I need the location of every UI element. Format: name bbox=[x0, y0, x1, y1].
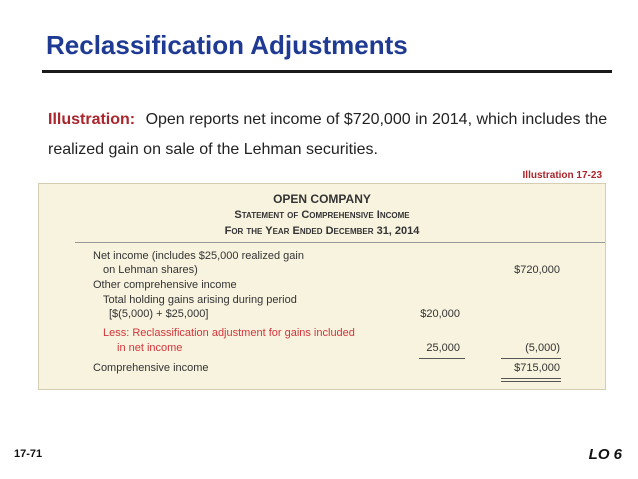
net-income-value: $720,000 bbox=[514, 264, 560, 276]
reclassification-label-line1: Less: Reclassification adjustment for gains included bbox=[103, 327, 355, 339]
title-rule bbox=[42, 70, 612, 73]
reclassification-value: 25,000 bbox=[426, 342, 460, 354]
comprehensive-income-label: Comprehensive income bbox=[93, 362, 209, 374]
double-underline-bottom bbox=[501, 381, 561, 382]
illustration-label: Illustration: bbox=[48, 111, 136, 128]
holding-gains-label-line1: Total holding gains arising during period bbox=[103, 294, 297, 306]
double-underline-top bbox=[501, 378, 561, 379]
comprehensive-income-value: $715,000 bbox=[514, 362, 560, 374]
learning-objective: LO 6 bbox=[588, 446, 622, 463]
company-name: OPEN COMPANY bbox=[273, 192, 371, 206]
net-income-label-line2: on Lehman shares) bbox=[103, 264, 198, 276]
holding-gains-label-line2: [$(5,000) + $25,000] bbox=[109, 308, 209, 320]
oci-label: Other comprehensive income bbox=[93, 279, 237, 291]
slide-title: Reclassification Adjustments bbox=[46, 30, 408, 60]
reclassification-underline bbox=[419, 358, 465, 359]
statement-period: For the Year Ended December 31, 2014 bbox=[224, 225, 420, 237]
net-income-label-line1: Net income (includes $25,000 realized gain bbox=[93, 250, 304, 262]
illustration-reference: Illustration 17-23 bbox=[522, 170, 602, 181]
page-number: 17-71 bbox=[14, 448, 43, 460]
statement-box bbox=[38, 183, 606, 390]
reclassification-label-line2: in net income bbox=[117, 342, 183, 354]
statement-name: Statement of Comprehensive Income bbox=[234, 209, 410, 221]
oci-total-value: (5,000) bbox=[525, 342, 560, 354]
illustration-text: Open reports net income of $720,000 in 2014, which includes the realized gain on sale of the Lehman securities. bbox=[48, 111, 608, 158]
oci-total-underline bbox=[501, 358, 561, 359]
illustration-intro bbox=[48, 105, 608, 165]
holding-gains-value: $20,000 bbox=[420, 308, 460, 320]
header-divider bbox=[75, 242, 605, 243]
